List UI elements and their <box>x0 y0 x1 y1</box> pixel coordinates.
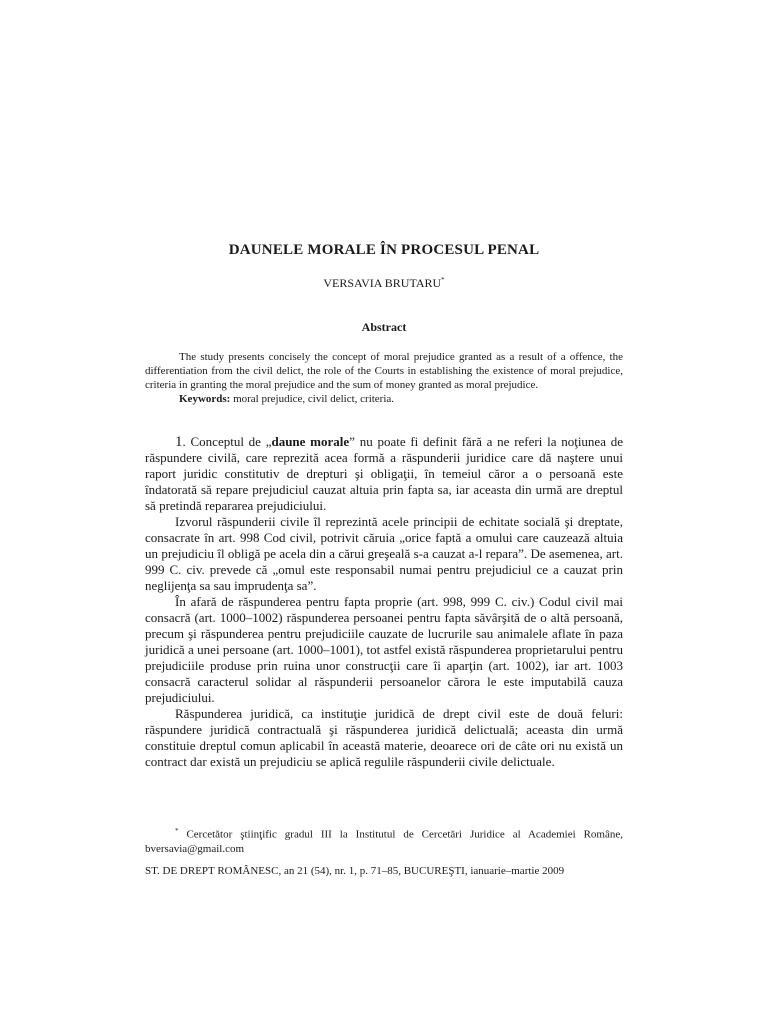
paragraph-1-term: daune morale <box>271 434 350 449</box>
journal-footer: ST. DE DREPT ROMÂNESC, an 21 (54), nr. 1, p. 71–85, BUCUREŞTI, ianuarie–martie 2009 <box>145 865 565 877</box>
body-text <box>145 434 623 770</box>
paragraph-1 <box>145 434 623 514</box>
paragraph-2: Izvorul răspunderii civile îl reprezintă acele principii de echitate socială şi dreptate, consacrate în art. 998 Cod civil, potrivit căruia „orice faptă a omului care cauzează altuia un prejudiciu îl obligă pe acela din a cărui greşeală s-a cauzat a-l repara”. De asemenea, art. 999 C. civ. prevede că „omul este responsabil numai pentru prejudiciul ce a cauzat prin neglijenţa sa sau imprudenţa sa”. <box>145 514 623 593</box>
article-title: DAUNELE MORALE ÎN PROCESUL PENAL <box>228 242 540 258</box>
paragraph-1-rest: ” nu poate fi definit fără a ne referi la noţiunea de răspundere civilă, care reprezită acea formă a răspunderii juridice care dă naştere unui raport juridic constitutiv de drepturi şi obligaţii, în temeiul căror a o persoană este îndatorată să repare prejudiciul cauzat altuia prin fapta sa, iar aceasta din urmă are dreptul să pretindă repararea prejudiciului. <box>145 434 623 513</box>
footnote-text <box>145 824 623 856</box>
author-name: VERSAVIA BRUTARU <box>323 276 442 290</box>
abstract-heading: Abstract <box>361 320 407 334</box>
footnote-body: Cercetător ştiinţific gradul III la Institutul de Cercetări Juridice al Academiei Române, bversavia@gmail.com <box>145 828 623 855</box>
footnote-mark: * <box>175 827 179 835</box>
paragraph-1-lead: . Conceptul de „ <box>182 434 272 449</box>
paragraph-4: Răspunderea juridică, ca instituţie juridică de drept civil este de două feluri: răspundere juridică contractuală şi răspunderea juridică delictuală; aceasta din urmă constituie dreptul comun aplicabil în această materie, deoarece ori de câte ori nu există un contract dar există un prejudiciu se aplică regulile răspunderii civile delictuale. <box>145 706 623 769</box>
author-footnote-mark: * <box>441 276 445 284</box>
author-line <box>0 276 768 291</box>
keywords-line <box>145 392 623 406</box>
keywords-label: Keywords: <box>179 393 231 405</box>
abstract-text: The study presents concisely the concept of moral prejudice granted as a result of a offence, the differentiation from the civil delict, the role of the Courts in establishing the existence of moral prejudice, criteria in granting the moral prejudice and the sum of money granted as moral prejudice. <box>145 351 623 391</box>
section-number: 1 <box>175 434 183 450</box>
keywords-text: moral prejudice, civil delict, criteria. <box>230 393 395 405</box>
paragraph-3: În afară de răspunderea pentru fapta proprie (art. 998, 999 C. civ.) Codul civil mai consacră (art. 1000–1002) răspunderea persoanei pentru fapta săvârşită de o altă persoană, precum şi răspunderea pentru prejudiciile cauzate de lucrurile sau animalele aflate în paza juridică a unei persoane (art. 1000–1001), tot astfel există răspunderea proprietarului pentru prejudiciile produse prin ruina unor construcţii care îi aparţin (art. 1002), iar art. 1003 consacră caracterul solidar al răspunderii persoanelor cărora le este imputabilă cauza prejudiciului. <box>145 594 623 705</box>
abstract-block <box>145 350 623 406</box>
footnote <box>145 824 623 856</box>
